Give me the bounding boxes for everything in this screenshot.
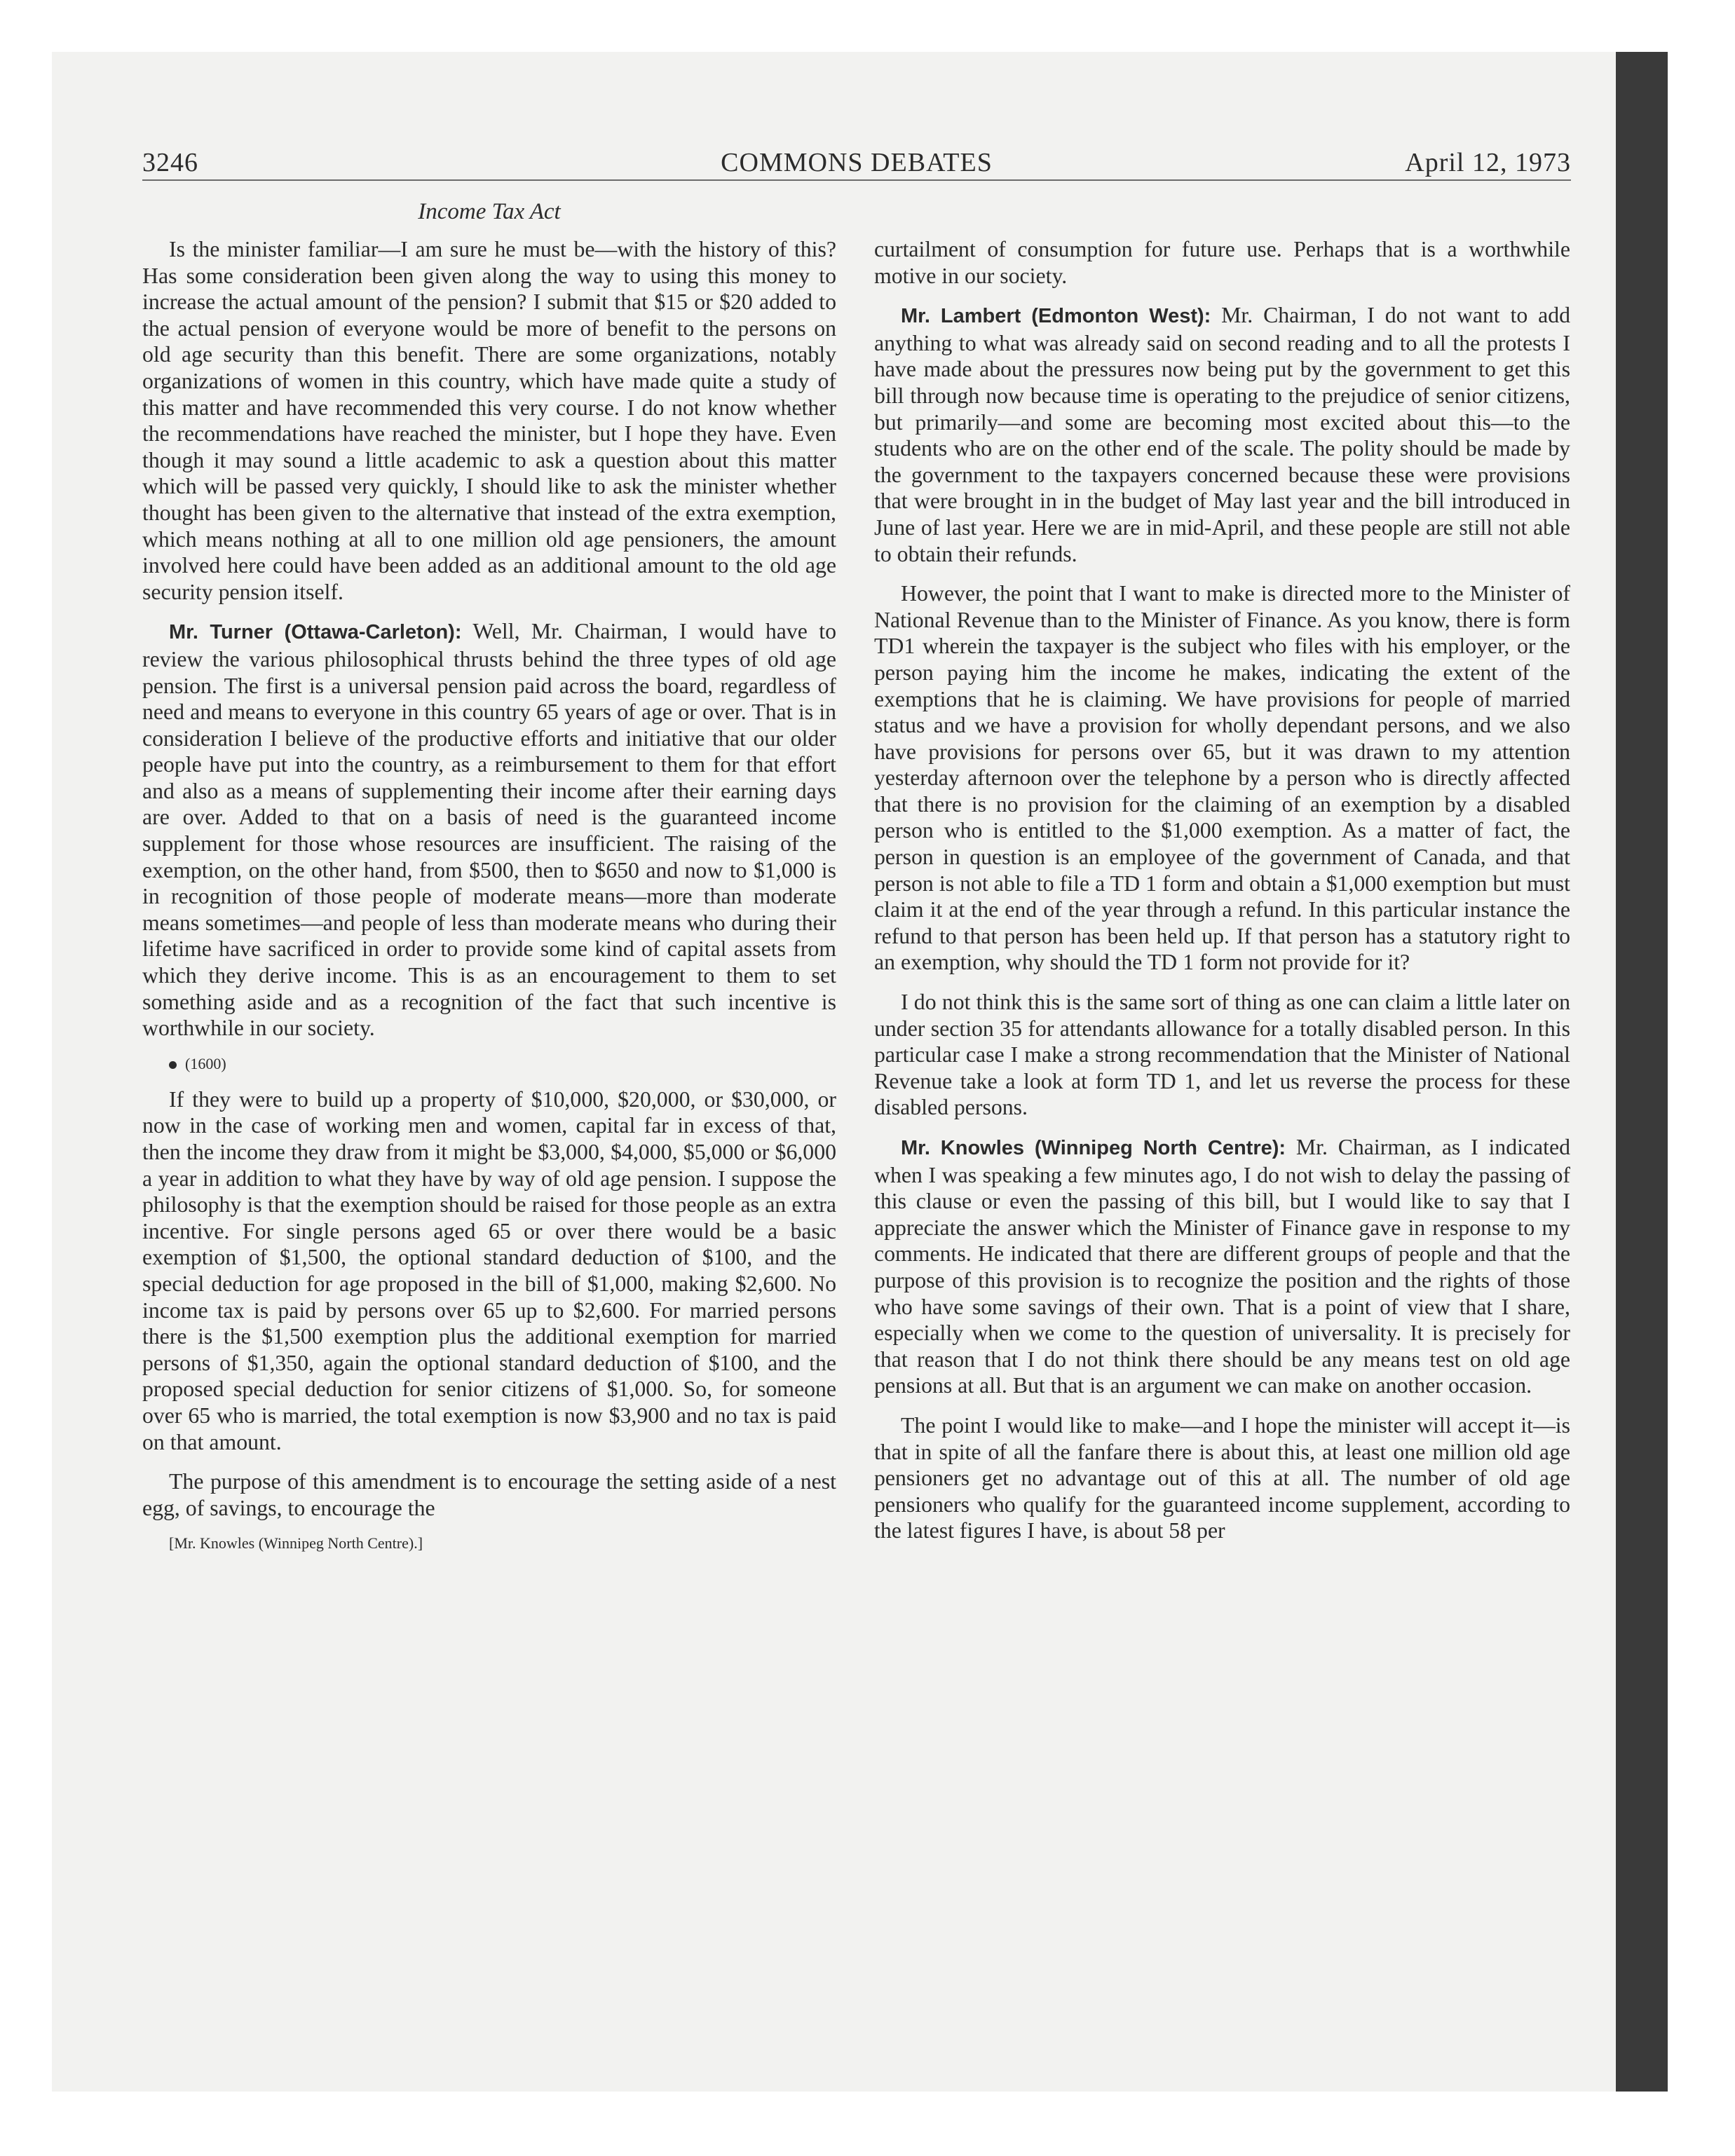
speaker-name: Mr. Lambert (Edmonton West): — [901, 305, 1211, 328]
paragraph: The point I would like to make—and I hope the minister will accept it—is that in spite of all the fanfare there is about this, at least one million old age pensioners get no advantage out of this at all. The number of old age pensioners who qualify for the guaranteed income supplement, according to the latest figures I have, is about 58 per — [874, 1412, 1570, 1543]
timestamp: (1600) — [185, 1054, 226, 1072]
paragraph: I do not think this is the same sort of thing as one can claim a little later on under section 35 for attendants allowance for a totally disabled person. In this particular case I make a strong recommendation that the Minister of National Revenue take a look at form TD 1, and let us reverse the process for these disabled persons. — [874, 990, 1570, 1120]
speech-turner — [142, 618, 836, 1042]
journal-title: COMMONS DEBATES — [721, 148, 993, 177]
running-header — [142, 143, 1571, 181]
speaker-name: Mr. Knowles (Winnipeg North Centre): — [901, 1137, 1286, 1159]
timestamp-marker — [142, 1055, 836, 1073]
paragraph: However, the point that I want to make is directed more to the Minister of National Revenue than to the Minister of Finance. As you know, there is form TD1 wherein the taxpayer is the subject who files with his employer, or the person paying him the income he makes, indicating the extent of the exemptions that he is claiming. We have provisions for people of married status and we have a provision for wholly dependant persons, and we also have provisions for persons over 65, but it was drawn to my attention yesterday afternoon over the telephone by a person who is directly affected that there is no provision for the claiming of an exemption by a disabled person who is entitled to the $1,000 exemption. As a matter of fact, the person in question is an employee of the government of Canada, and that person is not able to file a TD 1 form and obtain a $1,000 exemption but must claim it at the end of the year through a refund. In this particular instance the refund to that person has been held up. If that person has a statutory right to an exemption, why should the TD 1 form not provide for it? — [874, 581, 1570, 975]
speaker-footnote: [Mr. Knowles (Winnipeg North Centre).] — [169, 1534, 423, 1553]
section-heading: Income Tax Act — [418, 199, 561, 224]
speech-text: Well, Mr. Chairman, I would have to review the various philosophical thrusts behind the three types of old age pension. The first is a universal pension paid across the board, regardless of need and means to everyone in this country 65 years of age or over. That is in consideration I believe of the productive efforts and initiative that our older people have put into the country, as a reimbursement to them for that effort and also as a means of supplementing their income after their earning days are over. Added to that on a basis of need is the guaranteed income supplement for those whose resources are insufficient. The raising of the exemption, on the other hand, from $500, then to $650 and now to $1,000 is in recognition of those people of moderate means—more than moderate means sometimes—and people of less than moderate means who during their lifetime have sacrificed in order to provide some kind of capital assets from which they derive income. This is as an encouragement to them to set something aside and as a recognition of the fact that such incentive is worthwhile in our society. — [142, 619, 836, 1041]
paragraph-continued: curtailment of consumption for future use. Perhaps that is a worthwhile motive in our society. — [874, 237, 1570, 288]
speech-lambert — [874, 302, 1570, 567]
speech-text: Mr. Chairman, as I indicated when I was speaking a few minutes ago, I do not wish to delay the passing of this clause or even the passing of this bill, but I would like to say that I appreciate the answer which the Minister of Finance gave in response to my comments. He indicated that there are different groups of people and that the purpose of this provision is to recognize the position and the rights of those who have some savings of their own. That is a point of view that I share, especially when we come to the question of universality. It is precisely for that reason that I do not think there should be any means test on old age pensions at all. But that is an argument we can make on another occasion. — [874, 1135, 1570, 1398]
page-number: 3246 — [142, 148, 198, 177]
scan-edge-shadow — [1616, 52, 1668, 2092]
paragraph: If they were to build up a property of $10,000, $20,000, or $30,000, or now in the case of working men and women, capital far in excess of that, then the income they draw from it might be $3,000, $4,000, $5,000 or $6,000 a year in addition to what they have by way of old age pension. I suppose the philosophy is that the exemption should be raised for those people as an extra incentive. For single persons aged 65 or over there would be a basic exemption of $1,500, the optional standard deduction of $100, and the special deduction for age proposed in the bill of $1,000, making $2,600. No income tax is paid by persons over 65 up to $2,600. For married persons there is the $1,500 exemption plus the additional exemption for married persons of $1,350, again the optional standard deduction of $100, and the proposed special deduction for senior citizens of $1,000. So, for someone over 65 who is married, the total exemption is now $3,900 and no tax is paid on that amount. — [142, 1086, 836, 1454]
page-date: April 12, 1973 — [1405, 148, 1571, 177]
bullet-icon — [169, 1061, 177, 1069]
speech-knowles — [874, 1134, 1570, 1399]
speaker-name: Mr. Turner (Ottawa-Carleton): — [169, 621, 462, 644]
speech-text: Mr. Chairman, I do not want to add anything to what was already said on second reading and to all the protests I have made about the pressures now being put by the government to get this bill through now because time is operating to the prejudice of senior citizens, but primarily—and some are becoming most excited about this—to the students who are on the other end of the scale. The polity should be made by the government to the taxpayers concerned because these were provisions that were brought in in the budget of May last year and the bill introduced in June of last year. Here we are in mid-April, and these people are still not able to obtain their refunds. — [874, 303, 1570, 566]
left-column — [142, 236, 836, 1566]
right-column — [874, 236, 1570, 1557]
paragraph: Is the minister familiar—I am sure he must be—with the history of this? Has some consideration been given along the way to using this money to increase the actual amount of the pension? I submit that $15 or $20 added to the actual pension of everyone would be more of benefit to the persons on old age security than this benefit. There are some organizations, notably organizations of women in this country, which have made quite a study of this matter and have recommended this very course. I do not know whether the recommendations have reached the minister, but I hope they have. Even though it may sound a little academic to ask a question about this matter which will be passed very quickly, I should like to ask the minister whether thought has been given to the alternative that instead of the extra exemption, which means nothing at all to one million old age pensioners, the amount involved here could have been added as an additional amount to the old age security pension itself. — [142, 237, 836, 604]
paragraph: The purpose of this amendment is to encourage the setting aside of a nest egg, of savings, to encourage the — [142, 1469, 836, 1520]
